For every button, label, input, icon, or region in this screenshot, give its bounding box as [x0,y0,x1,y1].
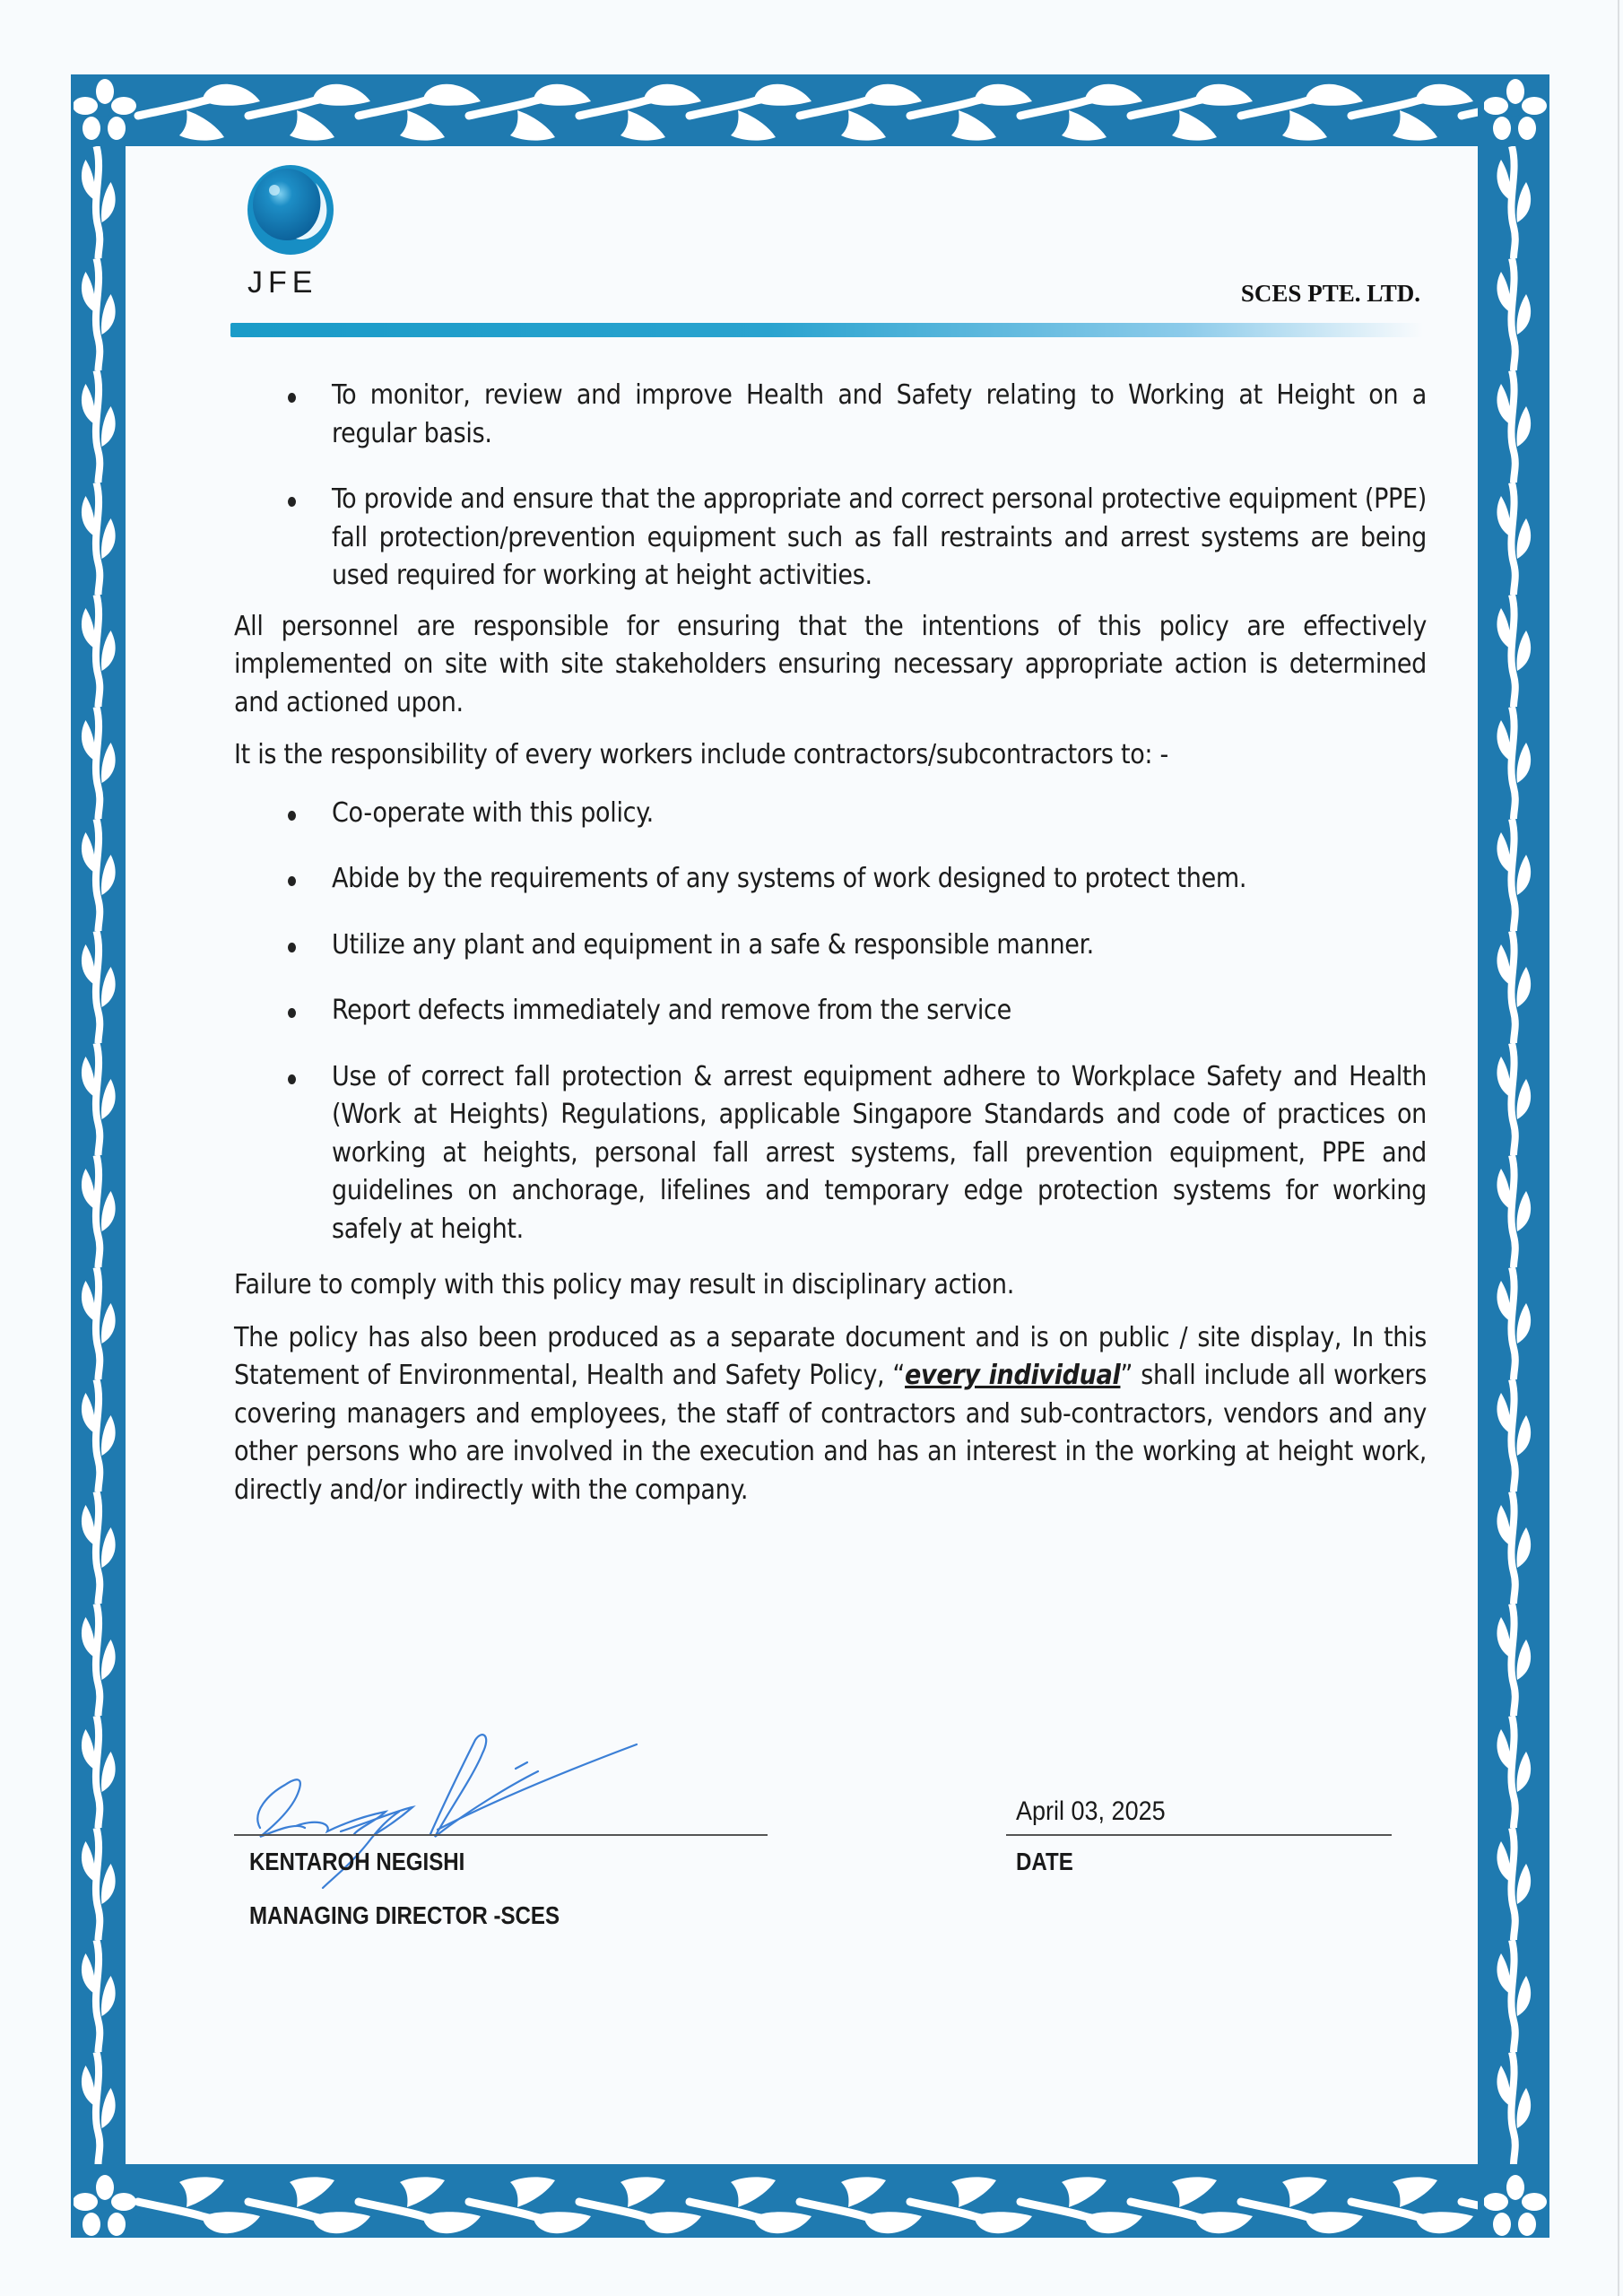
vine-leaf-icon [82,1492,116,1604]
vine-leaf-icon [82,1604,116,1716]
vine-leaf-icon [1241,2177,1363,2233]
bullet-text: Abide by the requirements of any systems of work designed to protect them. [332,863,1247,894]
vine-leaf-icon [1497,1492,1531,1604]
vine-leaf-icon [82,819,116,931]
vine-border-top [126,74,1478,146]
bullet-text: To monitor, review and improve Health and Safety relating to Working at Height on a regular basis. [332,379,1427,449]
bullet-text: To provide and ensure that the appropriate and correct personal protective equipment (PPE) fall protection/prevention equipment such as fall restraints and arrest systems are being used required for working at height activities. [332,483,1427,591]
vine-leaf-icon [248,84,370,141]
policy-content [234,377,1427,1524]
vine-leaf-icon [82,370,116,483]
list-item [234,795,1427,833]
vine-leaf-icon [1497,1267,1531,1379]
list-item [234,377,1427,453]
list-item [234,992,1427,1031]
signatory-title: MANAGING DIRECTOR -SCES [249,1901,560,1929]
vine-leaf-icon [359,84,481,141]
bullet-icon [288,1074,296,1084]
vine-leaf-icon [82,1267,116,1379]
list-item [234,1058,1427,1249]
vine-leaf-icon [469,84,591,141]
vine-leaf-icon [82,707,116,819]
vine-leaf-icon [82,931,116,1043]
vine-leaf-icon [82,1828,116,1940]
bullet-icon [288,393,296,403]
vine-leaf-icon [1497,1155,1531,1267]
signatory-name: KENTAROH NEGISHI [249,1848,465,1875]
vine-leaf-icon [800,84,922,141]
worker-bullet-list [234,795,1427,1249]
intro-bullet-list [234,377,1427,596]
vine-leaf-icon [1351,84,1473,141]
vine-leaf-icon [138,84,260,141]
signature-line [234,1834,768,1836]
bullet-icon [288,943,296,952]
vine-leaf-icon [469,2177,591,2233]
vine-leaf-icon [1497,931,1531,1043]
bullet-text: Utilize any plant and equipment in a safe & responsible manner. [332,928,1094,961]
vine-leaf-icon [82,258,116,370]
vine-leaf-icon [579,2177,701,2233]
vine-leaf-icon [82,146,116,258]
header-accent-bar [230,323,1423,337]
paragraph-text: ” shall include all workers covering managers and employees, the staff of contractors and sub-contractors, vendors and any other persons who are involved in the execution and has an interest in the working at height work, directly and/or indirectly with the company. [234,1360,1427,1506]
vine-leaf-icon [359,2177,481,2233]
list-item [234,481,1427,596]
logo-text: JFE [247,265,318,300]
vine-leaf-icon [1497,595,1531,707]
flower-corner-icon [1484,2175,1547,2238]
vine-leaf-icon [1020,84,1142,141]
vine-leaf-icon [1131,84,1253,141]
vine-leaf-icon [800,2177,922,2233]
vine-leaf-icon [1497,1043,1531,1155]
paragraph-responsibility-workers: It is the responsibility of every workers include contractors/subcontractors to: - [234,739,1168,770]
vine-leaf-icon [82,1716,116,1828]
vine-leaf-icon [1497,1604,1531,1716]
list-item [234,860,1427,899]
vine-leaf-icon [1241,84,1363,141]
bullet-icon [288,811,296,821]
vine-leaf-icon [1497,146,1531,258]
vine-leaf-icon [690,84,812,141]
vine-leaf-icon [690,2177,812,2233]
vine-leaf-icon [82,483,116,595]
date-value: April 03, 2025 [1016,1796,1166,1826]
vine-leaf-icon [1497,1379,1531,1492]
bullet-icon [288,497,296,507]
vine-leaf-icon [1497,1828,1531,1940]
flower-corner-icon [74,79,136,142]
vine-leaf-icon [579,84,701,141]
vine-leaf-icon [1497,1716,1531,1828]
vine-leaf-icon [1351,2177,1473,2233]
bullet-icon [288,1008,296,1018]
vine-leaf-icon [82,2052,116,2164]
vine-leaf-icon [1497,370,1531,483]
vine-leaf-icon [1497,1940,1531,2052]
vine-leaf-icon [248,2177,370,2233]
vine-leaf-icon [1497,2052,1531,2164]
paragraph-text: The policy has also been produced as a separate document and is on public / site display, In this Statement of Environmental, Health and Safety Policy, “ [234,1321,1427,1391]
vine-leaf-icon [1497,707,1531,819]
vine-leaf-icon [1497,819,1531,931]
flower-corner-icon [74,2175,136,2238]
vine-leaf-icon [82,1940,116,2052]
paragraph-separate-document [234,1319,1427,1510]
vine-leaf-icon [82,1043,116,1155]
emphasized-term: every individual [905,1360,1121,1391]
flower-corner-icon [1484,79,1547,142]
bullet-text: Report defects immediately and remove from the service [332,995,1011,1026]
vine-border-right [1478,146,1549,2164]
vine-leaf-icon [1497,483,1531,595]
vine-border-left [71,146,126,2164]
jfe-logo-icon [244,163,337,257]
date-label: DATE [1016,1848,1073,1875]
vine-leaf-icon [1131,2177,1253,2233]
list-item [234,926,1427,965]
vine-leaf-icon [82,1155,116,1267]
paragraph-responsibility-all: All personnel are responsible for ensuring that the intentions of this policy are effectively implemented on site with site stakeholders ensuring necessary appropriate action is determined and actioned upon. [234,610,1427,718]
page-edge [1618,0,1619,2296]
bullet-icon [288,876,296,886]
vine-leaf-icon [1497,258,1531,370]
vine-leaf-icon [82,1379,116,1492]
bullet-text: Co-operate with this policy. [332,796,654,829]
company-name: SCES PTE. LTD. [1240,280,1420,307]
vine-leaf-icon [138,2177,260,2233]
vine-leaf-icon [910,84,1032,141]
paragraph-failure: Failure to comply with this policy may result in disciplinary action. [234,1269,1014,1300]
bullet-text: Use of correct fall protection & arrest equipment adhere to Workplace Safety and Health (Work at Heights) Regulations, applicable Singapore Standards and code of practices on working at heights, personal fall arrest systems, fall prevention equipment, PPE and guidelines on anchorage, lifelines and temporary edge protection systems for working safely at height. [332,1060,1427,1245]
date-line [1006,1834,1392,1836]
vine-leaf-icon [82,595,116,707]
vine-leaf-icon [910,2177,1032,2233]
vine-border-bottom [126,2164,1478,2238]
vine-leaf-icon [1020,2177,1142,2233]
